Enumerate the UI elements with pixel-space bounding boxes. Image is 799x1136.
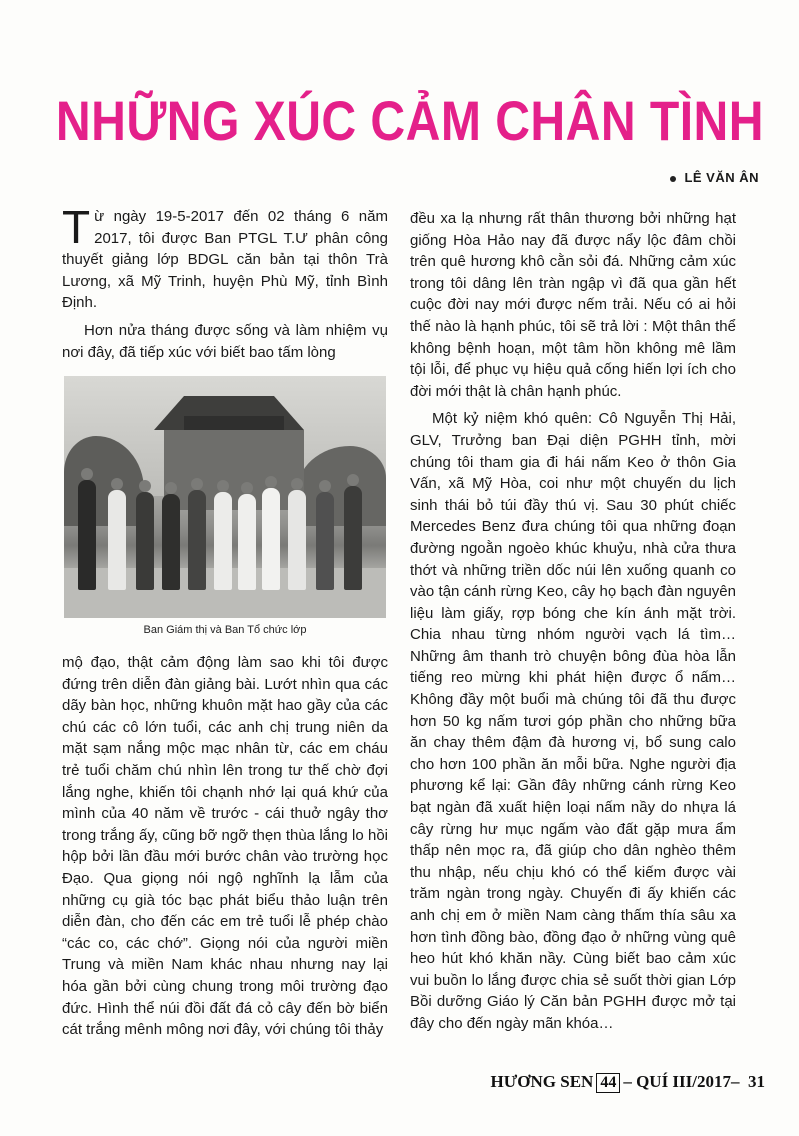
right-column	[410, 208, 736, 1035]
paragraph-4: Một kỷ niệm khó quên: Cô Nguyễn Thị Hải, GLV, Trưởng ban Đại diện PGHH tỉnh, mời chúng tôi tham gia đi hái nấm Keo ở thôn Gia Vấn, xã Mỹ Hòa, coi như một chuyến du lịch sinh thái bỏ túi đầy thú vị. Sau 30 phút chiếc Mercedes Benz đưa chúng tôi qua những đoạn đường ngoằn ngoèo khúc khuỷu, nhà cửa thưa thớt và những triền dốc núi lên xuống quanh co vào tận cánh rừng Keo, cây họ bạch đàn nguyên liệu làm giấy, rợp bóng che kín ánh mặt trời. Chia nhau từng nhóm người vạch lá tìm… Những âm thanh trò chuyện bông đùa hòa lẫn tiếng reo mừng khi phát hiện được ổ nấm… Không đầy một buổi mà chúng tôi đã thu được hơn 50 kg nấm tươi góp phần cho những bữa ăn chay thêm đậm đà hương vị, bổ sung calo cho hơn 100 phần ăn mỗi bữa. Nghe người địa phương kể lại: Gần đây những cánh rừng Keo bạt ngàn đã xuất hiện loại nấm nầy do nhựa lá cây rừng hư mục ngấm vào đất gặp mưa ẩm thấp nên mọc ra, đã giúp cho dân nghèo thêm thu nhập, nếu chịu khó có thể kiếm được vài trăm ngàn trong ngày. Chuyến đi ấy khiến các anh chị em ở miền Nam càng thấm thía sâu xa hơn tình đồng bào, đồng đạo ở những vùng quê heo hút khó khăn nầy. Cùng biết bao cảm xúc vui buồn lo lắng được chia sẻ suốt thời gian Lớp Bồi dưỡng Giáo lý Căn bản PGHH được mở tại đây cho đến ngày mãn khóa…	[410, 410, 736, 1032]
left-column-bottom	[62, 652, 388, 1041]
paragraph-2-continued: mộ đạo, thật cảm động làm sao khi tôi được đứng trên diễn đàn giảng bài. Lướt nhìn qua các dãy bàn học, những khuôn mặt hao gầy của các chú các cô lớn tuổi, các anh chị trung niên da mặt sạm nắng mộc mạc nhân từ, các em cháu trẻ tuổi chăm chú nhìn lên trong tư thế chờ đợi lắng nghe, khiến tôi chạnh nhớ lại quá khứ của mình của 40 năm về trước - cái thuở ngây thơ trong trắng ấy, cũng bỡ ngỡ thẹn thùa lắng lo hồi hộp bởi lần đầu mới bước chân vào trường học Đạo. Qua giọng nói ngộ nghĩnh lạ lẫm của những cụ già tóc bạc phát biểu thảo luận trên diễn đàn, cho đến các em trẻ tuổi lễ phép chào “các co, các chớ”. Giọng nói của người miền Trung và miền Nam khác nhau nhưng nay lại hóa gần bởi cùng chung trong môi trường đạo đức. Hình thể núi đồi đất đá cỏ cây đến bờ biển cát trắng mênh mông nơi đây, với chúng tôi thảy	[62, 654, 388, 1039]
paragraph-3: đều xa lạ nhưng rất thân thương bởi những hạt giống Hòa Hảo nay đã được nẩy lộc đâm chồi trên quê hương khô cằn sỏi đá. Những cảm xúc trong tôi dâng lên tràn ngập vì đã qua gần hết cuộc đời nay mới được nếm trải. Nếu có ai hỏi thế nào là hạnh phúc, tôi sẽ trả lời : Một thân thể không bệnh hoạn, một tâm hồn không mê lầm tội lỗi, để phục vụ hiệu quả cống hiến lợi ích cho đời mới thật là chân hạnh phúc.	[410, 210, 736, 400]
page-footer	[491, 1072, 765, 1093]
page-number: 31	[748, 1072, 765, 1091]
paragraph-2: Hơn nửa tháng được sống và làm nhiệm vụ nơi đây, đã tiếp xúc với biết bao tấm lòng	[62, 321, 388, 361]
group-photo	[64, 376, 386, 618]
photo-caption: Ban Giám thị và Ban Tổ chức lớp	[143, 624, 307, 636]
intro-paragraph: Từ ngày 19-5-2017 đến 02 tháng 6 năm 2017, tôi được Ban PTGL T.Ư phân công thuyết giảng lớp BDGL căn bản tại thôn Trà Lương, xã Mỹ Trinh, huyện Phù Mỹ, tỉnh Bình Định.	[62, 201, 388, 312]
article-title: NHỮNG XÚC CẢM CHÂN TÌNH	[55, 89, 764, 152]
author-byline	[670, 170, 759, 185]
issue-quarter: – QUÍ III/2017–	[623, 1072, 740, 1091]
left-column-top	[62, 201, 388, 363]
author-name: LÊ VĂN ÂN	[684, 170, 759, 185]
issue-number: 44	[596, 1073, 620, 1093]
magazine-name: HƯƠNG SEN	[490, 1072, 594, 1091]
bullet-icon	[670, 176, 676, 182]
drop-cap: T	[62, 201, 91, 253]
